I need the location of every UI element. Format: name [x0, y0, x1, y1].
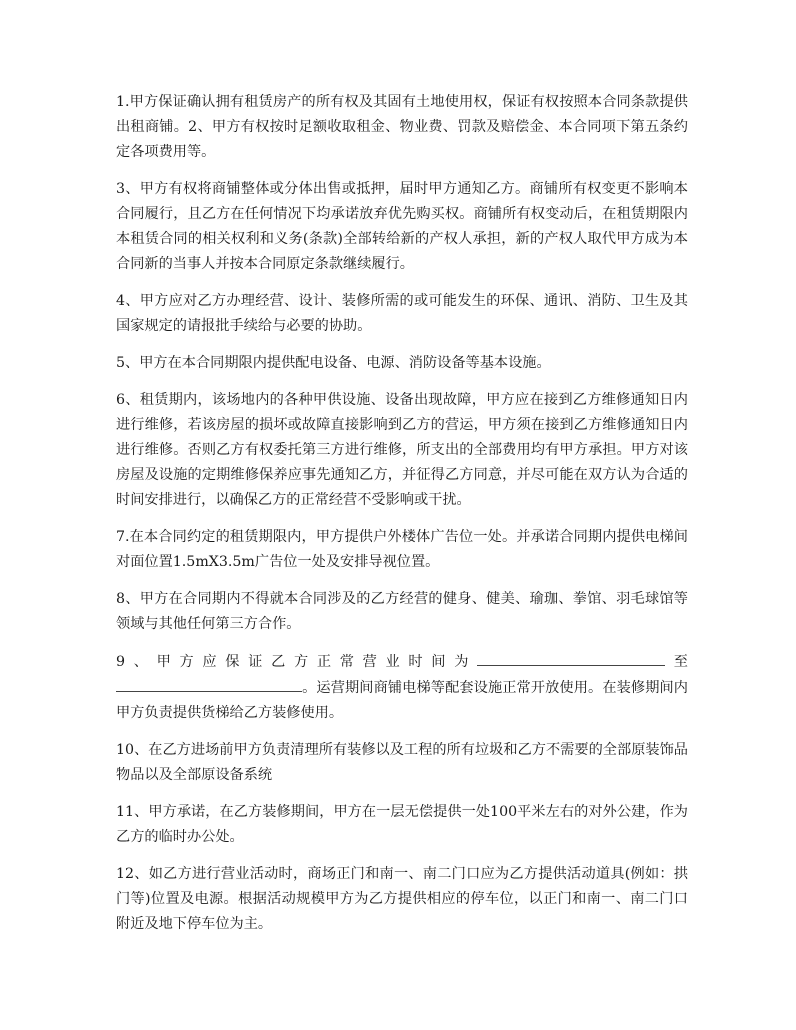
clause-11: 11、甲方承诺，在乙方装修期间，甲方在一层无偿提供一处100平米左右的对外公建，作为乙方的临时办公处。 [116, 804, 688, 845]
clause-8: 8、甲方在合同期内不得就本合同涉及的乙方经营的健身、健美、瑜珈、拳馆、羽毛球馆等领域与其他任何第三方合作。 [116, 591, 688, 632]
clause-4: 4、甲方应对乙方办理经营、设计、装修所需的或可能发生的环保、通讯、消防、卫生及其国家规定的请报批手续给与必要的协助。 [116, 293, 688, 334]
contract-body [116, 90, 688, 949]
clause-3: 3、甲方有权将商铺整体或分体出售或抵押，届时甲方通知乙方。商铺所有权变更不影响本合同履行，且乙方在任何情况下均承诺放弃优先购买权。商铺所有权变动后，在租赁期限内本租赁合同的相关权利和义务(条款)全部转给新的产权人承担，新的产权人取代甲方成为本合同新的当事人并按本合同原定条款继续履行。 [116, 181, 688, 272]
business-hours-start-blank[interactable] [477, 649, 665, 666]
clause-7: 7.在本合同约定的租赁期限内，甲方提供户外楼体广告位一处。并承诺合同期内提供电梯间对面位置1.5mX3.5m广告位一处及安排导视位置。 [116, 529, 688, 570]
clause-1-2: 1.甲方保证确认拥有租赁房产的所有权及其固有土地使用权，保证有权按照本合同条款提供出租商铺。2、甲方有权按时足额收取租金、物业费、罚款及赔偿金、本合同项下第五条约定各项费用等。 [116, 94, 688, 160]
clause-9-suffix: 。运营期间商铺电梯等配套设施正常开放使用。在装修期间内甲方负责提供货梯给乙方装修使用。 [116, 680, 688, 721]
clause-10: 10、在乙方进场前甲方负责清理所有装修以及工程的所有垃圾和乙方不需要的全部原装饰品物品以及全部原设备系统 [116, 742, 688, 783]
clause-6: 6、租赁期内，该场地内的各种甲供设施、设备出现故障，甲方应在接到乙方维修通知日内进行维修，若该房屋的损坏或故障直接影响到乙方的营运，甲方须在接到乙方维修通知日内进行维修。否则乙方有权委托第三方进行维修，所支出的全部费用均有甲方承担。甲方对该房屋及设施的定期维修保养应事先通知乙方，并征得乙方同意，并尽可能在双方认为合适的时间安排进行，以确保乙方的正常经营不受影响或干扰。 [116, 392, 688, 508]
clause-5: 5、甲方在本合同期限内提供配电设备、电源、消防设备等基本设施。 [116, 355, 551, 371]
clause-9 [116, 649, 688, 726]
business-hours-end-blank[interactable] [116, 675, 302, 692]
clause-9-prefix: 9、甲方应保证乙方正常营业时间为 [116, 654, 478, 670]
clause-9-middle: 至 [665, 654, 688, 670]
clause-12: 12、如乙方进行营业活动时，商场正门和南一、南二门口应为乙方提供活动道具(例如：拱门等)位置及电源。根据活动规模甲方为乙方提供相应的停车位，以正门和南一、南二门口附近及地下停车位为主。 [116, 866, 688, 932]
